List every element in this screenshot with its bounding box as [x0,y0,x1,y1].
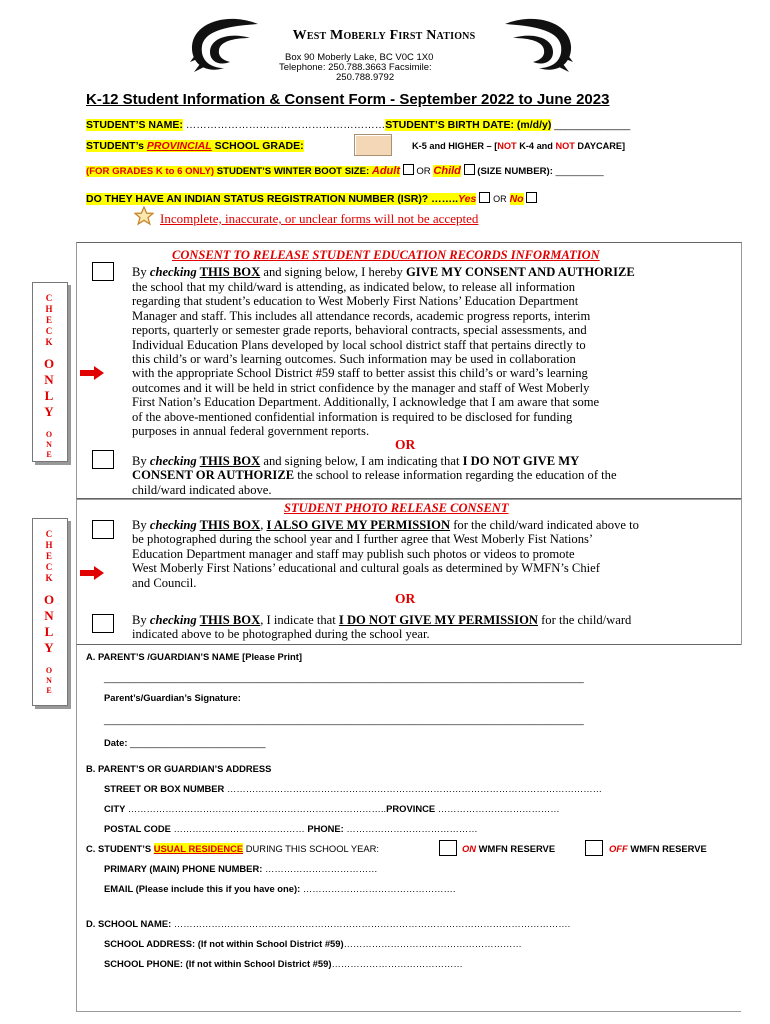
child-checkbox[interactable] [464,164,475,175]
school-phone-field[interactable]: …………………………………… [331,958,463,969]
side-tab-letter: C [45,529,53,539]
off-reserve-checkbox[interactable] [585,840,603,856]
birth-date-label: STUDENT’S BIRTH DATE: (m/d/y) [385,119,552,131]
side-tab-letter: C [45,293,53,303]
arrow-right-icon [80,366,104,380]
size-number-label: (SIZE NUMBER): [477,166,553,177]
side-tab-letter: K [45,573,53,583]
grade-input[interactable] [354,134,392,156]
side-tab-letter: E [46,450,52,459]
isr-question: DO THEY HAVE AN INDIAN STATUS REGISTRATION NUMBER (ISR)? [86,193,429,205]
grade-prefix: STUDENT’s [86,140,144,152]
side-tab-letter: Y [44,640,54,655]
size-number-field[interactable]: _________ [555,166,604,177]
student-name-label: STUDENT’S NAME: [86,119,183,131]
side-tab-letter: N [44,372,54,387]
photo-or: OR [395,591,416,606]
child-option: Child [433,165,461,177]
grade-provincial: PROVINCIAL [146,140,212,152]
photo-deny-consent-checkbox[interactable] [92,614,114,633]
photo-deny-text: By checking THIS BOX, I indicate that I DO NOT GIVE MY PERMISSION for the child/ward indicated above to be photographed during the school year. [132,613,632,642]
side-tab-letter: H [45,304,53,314]
side-tab-letter: N [44,608,54,623]
records-give-first-line: By checking THIS BOX and signing below, I hereby GIVE MY CONSENT AND AUTHORIZE [132,265,635,279]
form-title: K-12 Student Information & Consent Form - September 2022 to June 2023 [86,91,610,108]
no-option: No [509,193,524,205]
side-tab-letter: C [45,562,53,572]
email-row: EMAIL (Please include this if you have one): …………………………………………. [104,883,456,894]
grade-row [86,140,304,152]
boot-grade-note: (FOR GRADES K to 6 ONLY) [86,166,215,177]
org-address: Box 90 Moberly Lake, BC V0C 1X0 [285,52,434,63]
birth-date-field[interactable]: _____________ [554,119,631,131]
photo-give-consent-checkbox[interactable] [92,520,114,539]
side-tab-letter: H [45,540,53,550]
feather-logo-icon [495,12,575,82]
records-deny-text: By checking THIS BOX and signing below, I am indicating that I DO NOT GIVE MY CONSENT OR AUTHORIZE the school to release information regarding the education of the child/ward indicated above. [132,454,617,497]
grade-note: K-5 and HIGHER – [NOT K-4 and NOT DAYCARE] [412,141,626,151]
on-reserve-checkbox[interactable] [439,840,457,856]
side-tab-letter: C [45,326,53,336]
adult-option: Adult [371,165,400,177]
city-field[interactable]: ……………………………………………………………………….. [127,803,387,814]
province-field[interactable]: ………………………………… [437,803,560,814]
school-address-row: SCHOOL ADDRESS: (If not within School District #59)………………………………………………… [104,938,522,949]
side-tab-letter: E [46,686,52,695]
arrow-right-icon [80,566,104,580]
parent-name-label: A. PARENT’S /GUARDIAN’S NAME [Please Print] [86,651,302,662]
incomplete-warning: Incomplete, inaccurate, or unclear forms will not be accepted [160,211,479,226]
side-tab-letter: N [46,440,52,449]
boot-size-label: STUDENT’S WINTER BOOT SIZE: [216,166,370,177]
photo-give-text: By checking THIS BOX, I ALSO GIVE MY PERMISSION for the child/ward indicated above to be photographed during the school year and I further agree that West Moberly Fist Nations’ Education Department manager and staff may publish such photos or videos to promote West Moberly First Nations’ educational and cultural goals as determined by WMFN’s Chief and Council. [132,518,639,590]
school-name-field[interactable]: ………………………………………………………………………………………………………………. [173,918,571,929]
yes-option: Yes [458,193,477,205]
on-reserve-label: ON WMFN RESERVE [462,843,556,854]
side-tab-letter: N [46,676,52,685]
email-field[interactable]: …………………………………………. [302,883,456,894]
primary-phone-field[interactable]: ……………………………… [264,863,378,874]
side-tab-letter: L [44,624,54,639]
postal-row: POSTAL CODE …………………………………… PHONE: …………………………………… [104,823,478,834]
records-heading: CONSENT TO RELEASE STUDENT EDUCATION RECORDS INFORMATION [172,248,600,262]
or-text: OR [416,166,431,177]
student-name-field[interactable]: ………………………………………………… [185,119,386,131]
student-name-row [86,119,630,131]
star-icon [134,206,154,226]
signature-label: Parent’s/Guardian’s Signature: [104,692,241,703]
isr-yes-checkbox[interactable] [479,192,490,203]
side-tab-letter: Y [44,404,54,419]
records-deny-consent-checkbox[interactable] [92,450,114,469]
boot-size-row [86,164,604,177]
feather-logo-icon [188,12,268,82]
date-field[interactable]: __________________________ [130,737,266,748]
usual-residence: USUAL RESIDENCE [153,843,244,854]
records-give-consent-checkbox[interactable] [92,262,114,281]
org-telephone: Telephone: 250.788.3663 Facsimile: [279,62,432,73]
side-tab-letter: L [44,388,54,403]
side-tab-letter: E [45,315,52,325]
date-row: Date: __________________________ [104,737,266,748]
records-give-text: the school that my child/ward is attending, as indicated below, to release all information regarding that student’s education to West Moberly First Nations’ Education Department Manager and staff. This includes all attendance records, academic progress reports, interim reports, quarterly or semester grade reports, behavioral contracts, special assessments, and Individual Education Plans developed by local school district staff that pertains directly to this child’s or ward’s learning outcomes. Such information may be used in collaboration with the appropriate School District #59 staff to better assist this child’s or ward’s learning outcomes and it will be held in strict confidence by the manager and staff of West Moberly First Nation’s Education Department. Additionally, I acknowledge that I am aware that some of the above-mentioned confidential information is required to be disclosed for funding purposes in annual federal government reports. [132,280,600,439]
side-tab-letter: O [43,592,55,607]
side-tab-letter: K [45,337,53,347]
city-row: CITY ………………………………………………………………………..PROVINCE ………………………………… [104,803,560,814]
side-tab-letter: E [45,551,52,561]
school-name-row: D. SCHOOL NAME: ………………………………………………………………………………………………………………. [86,918,571,929]
phone-field[interactable]: …………………………………… [346,823,478,834]
primary-phone-row: PRIMARY (MAIN) PHONE NUMBER: ……………………………… [104,863,378,874]
isr-no-checkbox[interactable] [526,192,537,203]
records-or: OR [395,437,416,452]
school-address-field[interactable]: ………………………………………………… [343,938,522,949]
side-tab-letter: O [45,666,53,675]
side-tab-letter: O [43,356,55,371]
adult-checkbox[interactable] [403,164,414,175]
address-label: B. PARENT’S OR GUARDIAN’S ADDRESS [86,763,272,774]
org-name: West Moberly First Nations [292,28,476,43]
side-tab-letter: O [45,430,53,439]
isr-row: DO THEY HAVE AN INDIAN STATUS REGISTRATION NUMBER (ISR)? ……..Yes OR No [86,192,537,205]
grade-suffix: SCHOOL GRADE: [214,140,304,152]
signature-field[interactable]: ____________________________________________________________________________________________ [104,714,584,725]
residence-row: C. STUDENT’S USUAL RESIDENCE DURING THIS SCHOOL YEAR: [86,843,379,854]
photo-heading: STUDENT PHOTO RELEASE CONSENT [284,501,509,515]
org-fax: 250.788.9792 [336,72,395,83]
postal-field[interactable]: …………………………………… [173,823,305,834]
parent-name-field[interactable]: ____________________________________________________________________________________________ [104,672,584,683]
off-reserve-label: OFF WMFN RESERVE [609,843,707,854]
street-field[interactable]: ………………………………………………………………………………………………………… [226,783,602,794]
street-row: STREET OR BOX NUMBER ………………………………………………………………………………………………………… [104,783,602,794]
school-phone-row: SCHOOL PHONE: (If not within School District #59)…………………………………… [104,958,463,969]
